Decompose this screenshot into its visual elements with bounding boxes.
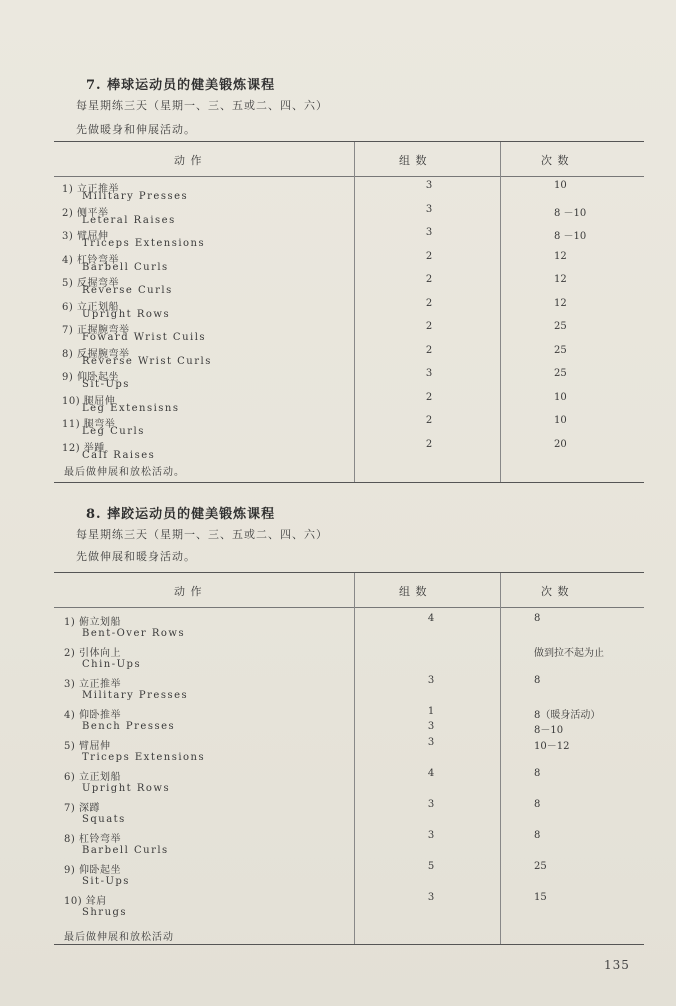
table-row: [54, 799, 644, 829]
sets-value: 2: [425, 391, 433, 403]
table-row: [54, 321, 644, 344]
sets-value-secondary: 3: [427, 721, 435, 732]
sets-value: 3: [427, 799, 435, 810]
exercise-name-cn: 9) 仰卧起坐: [64, 865, 121, 876]
table-row: [54, 204, 644, 227]
exercise-name-en: Bench Presses: [82, 721, 176, 732]
exercise-name-en: Calf Raises: [82, 449, 156, 461]
exercise-name-cn: 6) 立正划船: [64, 772, 121, 783]
exercise-name-en: Shrugs: [82, 907, 128, 918]
table-row: [54, 392, 644, 415]
reps-value: 10: [554, 391, 567, 403]
reps-value: 10: [554, 180, 567, 191]
reps-value: 12: [554, 250, 567, 262]
section2-warmup: 先做伸展和暖身活动。: [76, 550, 196, 563]
table-row: [54, 415, 644, 438]
sets-value: 3: [425, 203, 433, 215]
table-row: [54, 251, 644, 274]
exercise-name-en: Chin-Ups: [82, 659, 142, 670]
exercise-name-cn: 1) 俯立划船: [64, 617, 121, 628]
header-sets: 组 数: [399, 585, 428, 598]
table-row: [54, 644, 644, 674]
header-reps: 次 数: [541, 154, 570, 167]
sets-value: 2: [425, 415, 433, 426]
exercise-name-en: Sit-Ups: [82, 876, 130, 887]
section1-schedule: 每星期练三天（星期一、三、五或二、四、六）: [76, 99, 328, 112]
section1-table: [54, 141, 644, 483]
sets-value: 3: [427, 675, 435, 686]
sets-value: 3: [427, 830, 435, 841]
table-row: [54, 274, 644, 297]
reps-value: 做到拉不起为止: [534, 648, 604, 659]
exercise-name-en: Military Presses: [82, 690, 189, 701]
exercise-name-en: Barbell Curls: [82, 845, 169, 856]
exercise-name-cn: 2) 引体向上: [64, 648, 121, 659]
sets-value: 2: [425, 438, 433, 450]
sets-value: 2: [425, 344, 433, 356]
exercise-name-en: Upright Rows: [82, 783, 171, 794]
reps-value: 8: [534, 830, 541, 841]
reps-value: 25: [554, 368, 567, 379]
header-action: 动 作: [174, 585, 203, 598]
sets-value: 2: [425, 321, 433, 332]
exercise-name-cn: 2) 侧平举: [62, 207, 109, 219]
exercise-name-en: Leg Curls: [82, 426, 145, 437]
reps-value: 8（暖身活动）: [534, 710, 601, 721]
section1-title: 7. 棒球运动员的健美锻炼课程: [86, 78, 276, 93]
exercise-name-en: Bent-Over Rows: [82, 628, 186, 639]
exercise-name-cn: 7) 深蹲: [64, 803, 100, 814]
reps-value: 25: [554, 321, 567, 332]
reps-value: 12: [554, 274, 567, 285]
table-row: [54, 830, 644, 860]
sets-value: 4: [427, 768, 435, 779]
table-row: [54, 180, 644, 203]
reps-value: 10－12: [534, 741, 570, 752]
sets-value: 2: [425, 274, 433, 285]
sets-value: 3: [425, 180, 433, 191]
exercise-name-cn: 11) 腿弯举: [62, 419, 116, 430]
reps-value: 12: [554, 297, 567, 309]
reps-value: 8 －10: [554, 231, 587, 242]
sets-value: 3: [427, 737, 435, 748]
section2-schedule: 每星期练三天（星期一、三、五或二、四、六）: [76, 528, 328, 541]
table-row: [54, 892, 644, 922]
exercise-name-en: Triceps Extensions: [82, 238, 206, 249]
reps-value: 25: [534, 861, 547, 872]
section2-title: 8. 摔跤运动员的健美锻炼课程: [86, 507, 276, 522]
reps-value: 20: [554, 438, 567, 450]
exercise-name-cn: 8) 反握腕弯举: [62, 348, 130, 360]
exercise-name-cn: 5) 臂屈伸: [64, 741, 111, 752]
reps-value: 10: [554, 415, 567, 426]
section2-table-header: [54, 573, 644, 608]
reps-value: 15: [534, 892, 547, 903]
header-sets: 组 数: [399, 154, 428, 167]
table-row: [54, 298, 644, 321]
table-row: [54, 227, 644, 250]
exercise-name-en: Leteral Raises: [82, 214, 176, 226]
section1-footer: 最后做伸展和放松活动。: [64, 467, 185, 478]
page-number: 135: [604, 958, 630, 972]
table-row: [54, 768, 644, 798]
reps-value: 8 －10: [554, 207, 587, 219]
table-row: [54, 439, 644, 462]
section1-table-header: [54, 142, 644, 177]
exercise-name-cn: 8) 杠铃弯举: [64, 834, 121, 845]
exercise-name-cn: 4) 仰卧推举: [64, 710, 121, 721]
exercise-name-cn: 3) 立正推举: [64, 679, 121, 690]
exercise-name-cn: 6) 立正划船: [62, 301, 119, 313]
exercise-name-en: Squats: [82, 814, 126, 825]
exercise-name-cn: 10) 耸肩: [64, 896, 107, 907]
exercise-name-cn: 3) 臂屈伸: [62, 231, 109, 242]
table-row: [54, 368, 644, 391]
reps-value: 8: [534, 799, 541, 810]
table-row: [54, 861, 644, 891]
header-reps: 次 数: [541, 585, 570, 598]
reps-value: 25: [554, 344, 567, 356]
sets-value: 2: [425, 250, 433, 262]
sets-value: 5: [427, 861, 435, 872]
reps-value-secondary: 8－10: [534, 725, 564, 736]
table-row: [54, 675, 644, 705]
exercise-name-en: Triceps Extensions: [82, 752, 206, 763]
exercise-name-cn: 10) 腿屈伸: [62, 395, 116, 407]
table-row: [54, 737, 644, 767]
reps-value: 8: [534, 675, 541, 686]
section2-footer: 最后做伸展和放松活动: [64, 932, 174, 943]
exercise-name-en: Leg Extensisns: [82, 402, 180, 414]
sets-value: 3: [427, 892, 435, 903]
exercise-name-en: Reverse Wrist Curls: [82, 355, 212, 367]
section2-table: [54, 572, 644, 945]
exercise-name-en: Barbell Curls: [82, 261, 169, 273]
sets-value: 3: [425, 368, 433, 379]
section1-warmup: 先做暖身和伸展活动。: [76, 123, 196, 136]
sets-value: 2: [425, 297, 433, 309]
exercise-name-en: Military Presses: [82, 191, 189, 202]
reps-value: 8: [534, 613, 541, 624]
exercise-name-en: Upright Rows: [82, 308, 171, 320]
exercise-name-cn: 1) 立正推举: [62, 184, 119, 195]
exercise-name-cn: 5) 反握弯举: [62, 278, 119, 289]
sets-value: 1: [427, 706, 435, 717]
sets-value: 4: [427, 613, 435, 624]
header-action: 动 作: [174, 154, 203, 167]
sets-value: 3: [425, 227, 433, 238]
exercise-name-cn: 7) 正握腕弯举: [62, 325, 130, 336]
exercise-name-en: Foward Wrist Cuils: [82, 332, 207, 343]
table-row: [54, 345, 644, 368]
exercise-name-cn: 12) 举踵: [62, 442, 105, 454]
exercise-name-cn: 4) 杠铃弯举: [62, 254, 119, 266]
exercise-name-en: Sit-Ups: [82, 379, 130, 390]
table-row: [54, 706, 644, 736]
table-row: [54, 613, 644, 643]
exercise-name-cn: 9) 仰卧起坐: [62, 372, 119, 383]
exercise-name-en: Reverse Curls: [82, 285, 173, 296]
reps-value: 8: [534, 768, 541, 779]
